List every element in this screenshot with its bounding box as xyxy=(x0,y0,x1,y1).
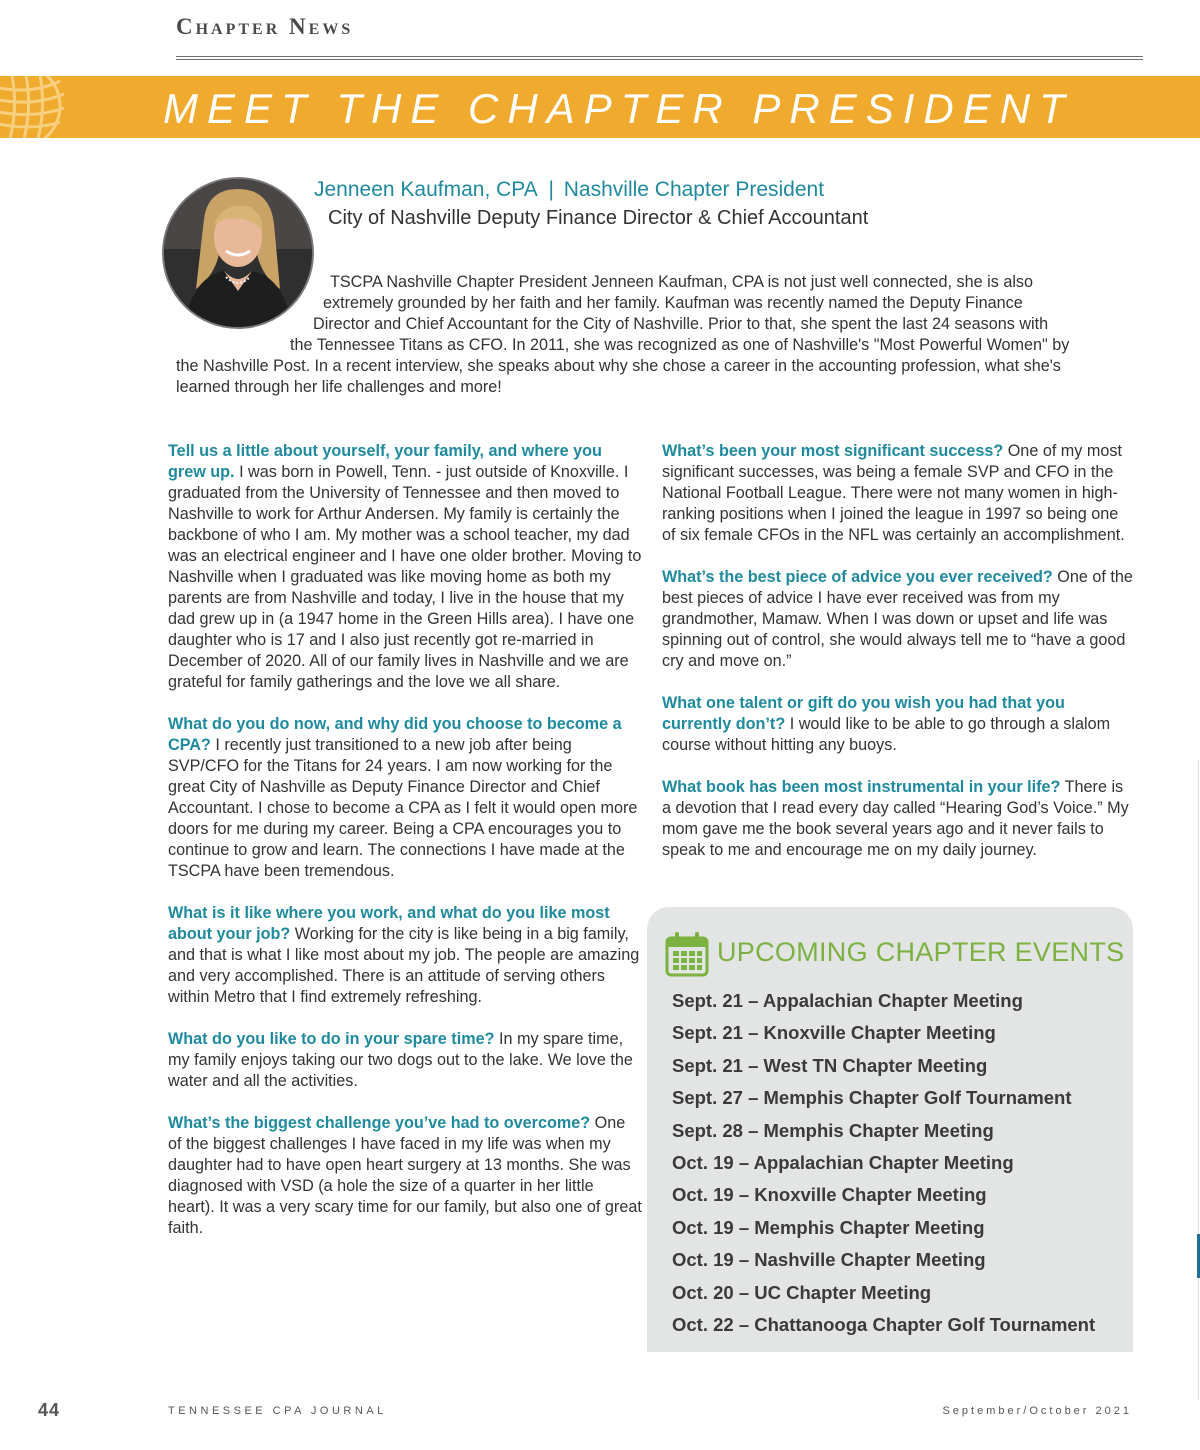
answer: Working for the city is like being in a big family, and that is what I like most about my job. The people are amazing and very accomplished. There is an attitude of serving others within Metro that I find extremely refreshing. xyxy=(168,925,640,1006)
question: What do you do now, and why did you choose to become a CPA? xyxy=(168,715,622,754)
events-list xyxy=(672,987,1095,1343)
interview-left-column xyxy=(168,441,642,1260)
header-rule xyxy=(176,56,1143,57)
upcoming-events-panel xyxy=(647,907,1133,1352)
intro-line: extremely grounded by her faith and her family. Kaufman was recently named the Deputy Finance xyxy=(323,294,1023,312)
event-item: Sept. 21 – Knoxville Chapter Meeting xyxy=(672,1022,996,1044)
section-label: Chapter News xyxy=(176,14,354,39)
journal-name: TENNESSEE CPA JOURNAL xyxy=(168,1405,387,1417)
qa-item xyxy=(662,567,1136,672)
event-item: Oct. 19 – Knoxville Chapter Meeting xyxy=(672,1184,987,1206)
president-name: Jenneen Kaufman, CPA xyxy=(314,178,537,201)
answer: I would like to be able to go through a slalom course without hitting any buoys. xyxy=(662,715,1111,754)
president-heading xyxy=(314,178,824,202)
event-item: Sept. 27 – Memphis Chapter Golf Tournament xyxy=(672,1087,1072,1109)
intro-line: TSCPA Nashville Chapter President Jenneen Kaufman, CPA is not just well connected, she is also xyxy=(330,273,1034,291)
event-item: Oct. 20 – UC Chapter Meeting xyxy=(672,1281,932,1303)
intro-line: Director and Chief Accountant for the City of Nashville. Prior to that, she spent the last 24 seasons with xyxy=(313,315,1049,333)
event-item: Oct. 22 – Chattanooga Chapter Golf Tournament xyxy=(672,1313,1096,1335)
question: What’s been your most significant success? xyxy=(662,442,1004,460)
qa-item xyxy=(168,1029,642,1092)
event-item: Sept. 28 – Memphis Chapter Meeting xyxy=(672,1119,994,1141)
calendar-icon xyxy=(665,931,709,977)
interview-right-column xyxy=(662,441,1136,882)
banner-title: MEET THE CHAPTER PRESIDENT xyxy=(163,85,1074,132)
events-title: UPCOMING CHAPTER EVENTS xyxy=(717,937,1125,967)
intro-line: learned through her life challenges and more! xyxy=(176,378,502,396)
event-item: Oct. 19 – Nashville Chapter Meeting xyxy=(672,1249,986,1271)
answer: One of the best pieces of advice I have ever received was from my grandmother, Mamaw. When I was down or upset and life was spinning out of control, she would always tell me to “have a good cry and move on.” xyxy=(662,568,1133,670)
answer: I was born in Powell, Tenn. - just outside of Knoxville. I graduated from the University of Tennessee and then moved to Nashville to work for Arthur Andersen. My family is certainly the backbone of who I am. My mother was a school teacher, my dad was an electrical engineer and I have one older brother. Moving to Nashville when I graduated was like moving home as both my parents are from Nashville and today, I live in the house that my dad grew up in (a 1947 home in the Green Hills area). I have one daughter who is 17 and I also just recently got re-married in December of 2020. All of our family lives in Nashville and we are grateful for family gatherings and the love we all share. xyxy=(168,463,642,691)
heading-separator: | xyxy=(548,178,554,201)
intro-paragraph xyxy=(176,272,1126,398)
event-item: Oct. 19 – Memphis Chapter Meeting xyxy=(672,1216,985,1238)
yarn-ball-icon xyxy=(0,76,70,138)
question: What one talent or gift do you wish you had that you currently don’t? xyxy=(662,694,1065,733)
page-edge-line xyxy=(1198,760,1199,1400)
intro-line: the Tennessee Titans as CFO. In 2011, she was recognized as one of Nashville's "Most Powerful Women" by xyxy=(290,336,1070,354)
chapter-role: Nashville Chapter President xyxy=(563,178,825,201)
qa-item xyxy=(662,693,1136,756)
qa-item xyxy=(168,714,642,882)
job-title: City of Nashville Deputy Finance Director & Chief Accountant xyxy=(328,207,869,229)
qa-item xyxy=(168,1113,642,1239)
answer: In my spare time, my family enjoys taking our two dogs out to the lake. We love the water and all the activities. xyxy=(168,1030,633,1090)
question: What book has been most instrumental in your life? xyxy=(662,778,1061,796)
answer: I recently just transitioned to a new job after being SVP/CFO for the Titans for 24 years. I am now working for the great City of Nashville as Deputy Finance Director and Chief Accountant. I chose to become a CPA as I felt it would open more doors for me during my career. Being a CPA encourages you to continue to grow and learn. The connections I have made at the TSCPA have been tremendous. xyxy=(168,736,638,880)
qa-item xyxy=(662,777,1136,861)
qa-item xyxy=(168,441,642,693)
issue-date: September/October 2021 xyxy=(942,1405,1132,1417)
qa-item xyxy=(168,903,642,1008)
question: What’s the biggest challenge you’ve had to overcome? xyxy=(168,1114,591,1132)
header-rule-secondary xyxy=(176,59,1143,60)
question: What is it like where you work, and what do you like most about your job? xyxy=(168,904,610,943)
intro-line: the Nashville Post. In a recent interview, she speaks about why she chose a career in the accounting profession, what she's xyxy=(176,357,1061,375)
answer: One of my most significant successes, was being a female SVP and CFO in the National Football League. There were not many women in high-ranking positions when I joined the league in 1997 so being one of six female CFOs in the NFL was certainly an accomplishment. xyxy=(662,442,1125,544)
page-number: 44 xyxy=(38,1400,61,1420)
event-item: Sept. 21 – West TN Chapter Meeting xyxy=(672,1054,988,1076)
title-banner xyxy=(0,76,1200,138)
question: What’s the best piece of advice you ever received? xyxy=(662,568,1053,586)
answer: One of the biggest challenges I have faced in my life was when my daughter had to have open heart surgery at 13 months. She was diagnosed with VSD (a hole the size of a quarter in her little heart). It was a very scary time for our family, but also one of great faith. xyxy=(168,1114,642,1237)
question: Tell us a little about yourself, your family, and where you grew up. xyxy=(168,442,602,481)
qa-item xyxy=(662,441,1136,546)
question: What do you like to do in your spare time? xyxy=(168,1030,495,1048)
event-item: Sept. 21 – Appalachian Chapter Meeting xyxy=(672,990,1023,1011)
event-item: Oct. 19 – Appalachian Chapter Meeting xyxy=(672,1151,1014,1173)
answer: There is a devotion that I read every day called “Hearing God’s Voice.” My mom gave me the book several years ago and it never fails to speak to me and encourage me on my daily journey. xyxy=(662,778,1129,859)
